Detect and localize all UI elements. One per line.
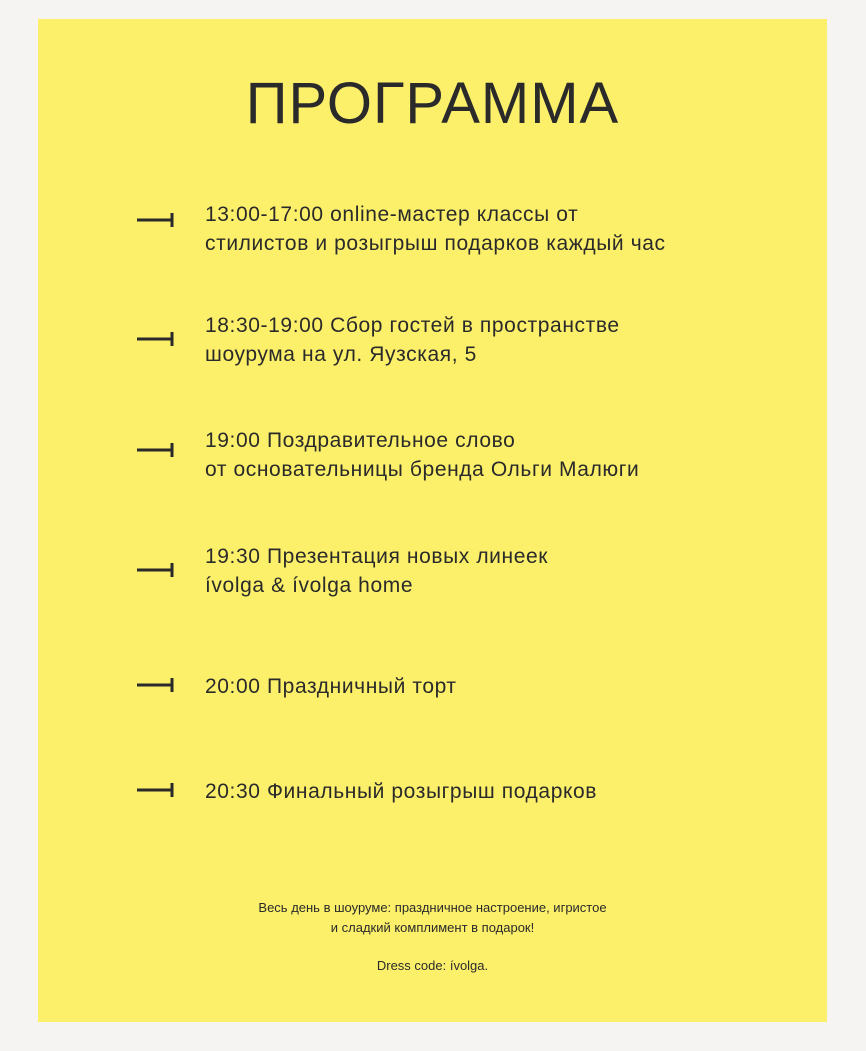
schedule-item-line: 19:00 Поздравительное слово [205,429,516,452]
footer-note-line: Весь день в шоуруме: праздничное настроение, игристое [258,900,607,915]
schedule-item-line: ívolga & ívolga home [205,574,414,597]
footer-note-line: и сладкий комплимент в подарок! [330,920,535,935]
arrow-right-icon [137,210,175,230]
schedule-item-line: шоурума на ул. Яузская, 5 [205,343,477,366]
arrow-right-icon [137,440,175,460]
schedule-item-line: 20:30 Финальный розыгрыш подарков [205,780,598,803]
arrow-right-icon [137,560,175,580]
schedule-item-line: 20:00 Праздничный торт [205,675,457,698]
schedule-item-text [205,672,795,701]
schedule-item-text [205,200,795,258]
schedule-item-text [205,311,795,369]
program-card [38,19,827,1022]
schedule-item-line: от основательницы бренда Ольги Малюги [205,458,640,481]
schedule-item-line: 18:30-19:00 Сбор гостей в пространстве [205,314,620,337]
schedule-item-line: 19:30 Презентация новых линеек [205,545,549,568]
schedule-item-text [205,777,795,806]
footer-note [38,898,827,938]
arrow-right-icon [137,329,175,349]
schedule-item-line: стилистов и розыгрыш подарков каждый час [205,232,666,255]
schedule-item-text [205,542,795,600]
page-title: ПРОГРАММА [245,71,620,136]
arrow-right-icon [137,675,175,695]
schedule-item-line: 13:00-17:00 online-мастер классы от [205,203,579,226]
dress-code [38,956,827,976]
schedule-item-text [205,426,795,484]
dress-code-text: Dress code: ívolga. [376,958,489,973]
arrow-right-icon [137,780,175,800]
